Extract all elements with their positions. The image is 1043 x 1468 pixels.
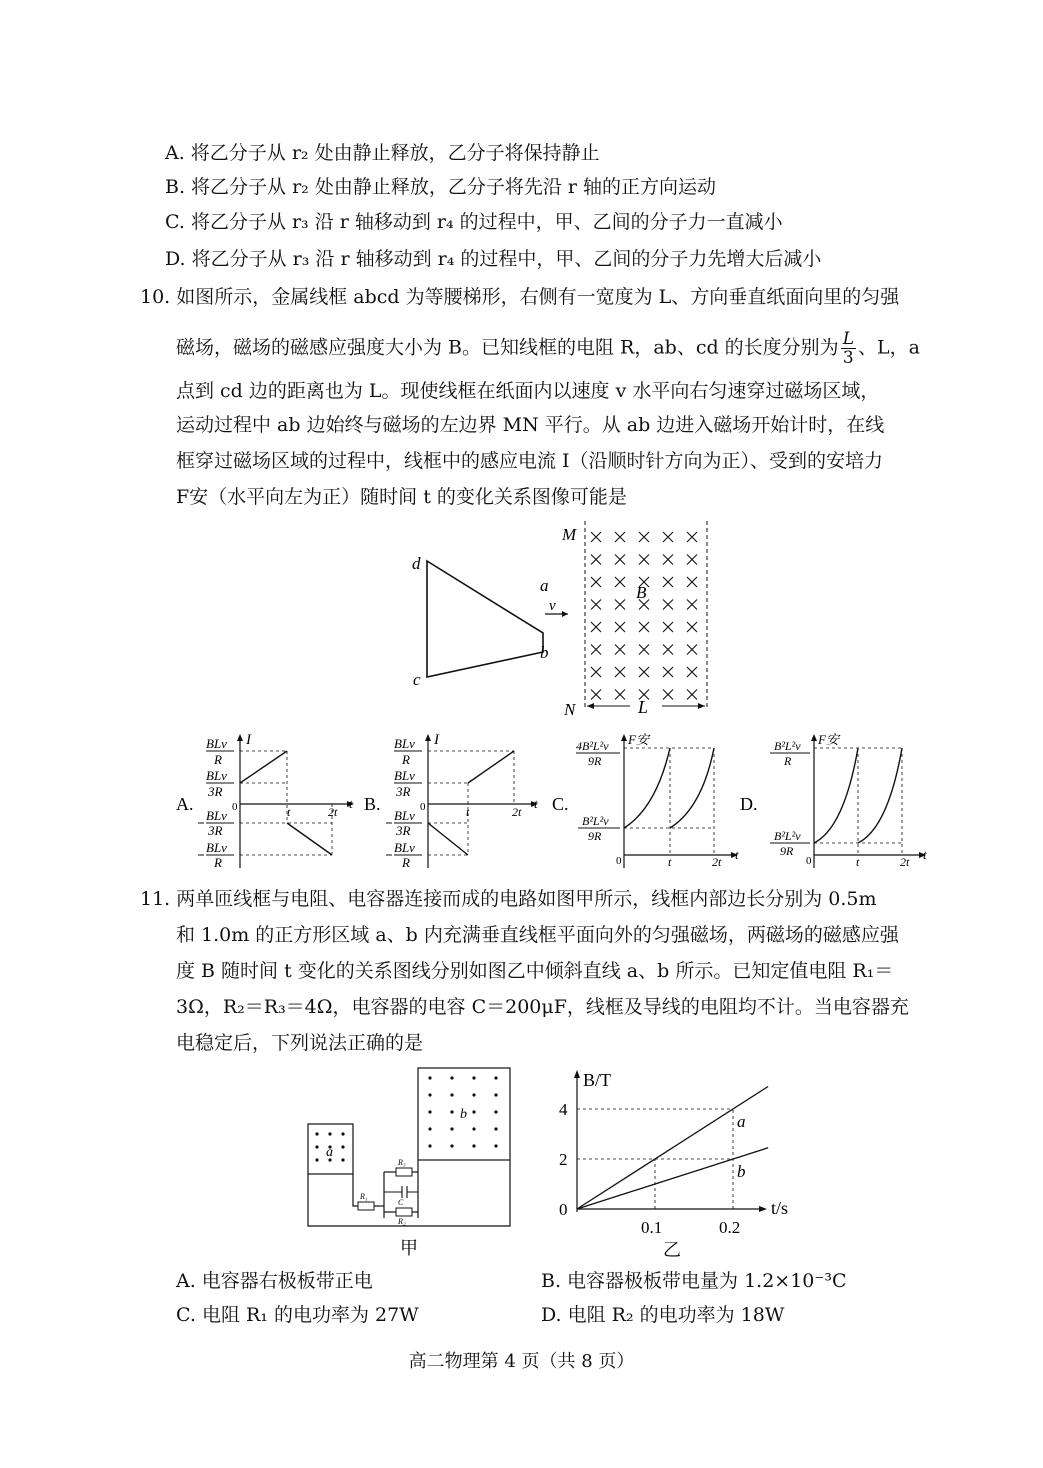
label-c: c: [413, 670, 421, 689]
field-dot: [472, 1093, 475, 1096]
q10-line-2-before: 磁场，磁场的磁感应强度大小为 B。已知线框的电阻 R，ab、cd 的长度分别为: [176, 336, 839, 359]
caption-yi: 乙: [663, 1240, 681, 1260]
x-axis-arrow: [759, 1206, 767, 1212]
y-axis-arrow: [621, 734, 627, 741]
graph-line-fall: [428, 823, 468, 855]
field-cross: [615, 622, 625, 632]
origin-label: 0: [616, 855, 622, 867]
svg-text:R: R: [214, 752, 222, 767]
graph-option-a: [172, 728, 362, 878]
field-cross: [591, 600, 601, 610]
field-cross: [687, 532, 697, 542]
label-c: C: [398, 1198, 404, 1207]
q9-option-d: D. 将乙分子从 r₃ 沿 r 轴移动到 r₄ 的过程中，甲、乙间的分子力先增大后减小: [165, 248, 822, 270]
field-dot: [450, 1110, 453, 1113]
q9-option-a: A. 将乙分子从 r₂ 处由静止释放，乙分子将保持静止: [165, 142, 600, 164]
field-dot: [494, 1110, 497, 1113]
field-dot: [494, 1144, 497, 1147]
svg-text:3R: 3R: [396, 784, 411, 799]
label-region-a: a: [326, 1145, 333, 1160]
f-ticks: [770, 739, 810, 858]
label-width-l: L: [638, 697, 649, 717]
field-cross: [687, 555, 697, 565]
svg-text:9R: 9R: [588, 754, 602, 768]
q11-circuit: [300, 1062, 525, 1262]
svg-text:R: R: [402, 855, 410, 870]
field-cross: [591, 555, 601, 565]
origin-label: 0: [232, 801, 238, 813]
graph-option-d: [740, 728, 940, 878]
axis-title-x: t/s: [771, 1198, 789, 1218]
q10-line-2-after: 、L，a: [857, 336, 920, 359]
label-r1: R₁: [360, 1192, 368, 1201]
graph-line-rise: [468, 751, 514, 783]
series-line-a: [577, 1087, 768, 1210]
graph-line-fall: [287, 823, 332, 855]
svg-text:3R: 3R: [396, 823, 411, 838]
i-ticks: [198, 736, 234, 870]
field-cross: [663, 667, 673, 677]
field-cross: [591, 622, 601, 632]
graph-curve-2: [858, 748, 902, 843]
field-cross: [663, 555, 673, 565]
field-dot: [428, 1076, 431, 1079]
axis-label-t: t: [349, 796, 353, 811]
label-m: M: [562, 525, 577, 544]
tick-label-t: t: [668, 855, 672, 869]
svg-text:BLv: BLv: [394, 840, 415, 855]
velocity-arrowhead: [562, 611, 568, 617]
graph-line-rise: [240, 751, 287, 783]
label-region-b: b: [460, 1107, 467, 1122]
trapezoid-frame: [427, 561, 543, 677]
q11-option-a: A. 电容器右极板带正电: [176, 1270, 373, 1292]
field-cross: [591, 667, 601, 677]
tick-label-2t: 2t: [512, 805, 522, 819]
field-dot: [450, 1144, 453, 1147]
field-cross: [663, 645, 673, 655]
field-cross: [639, 667, 649, 677]
origin-label: 0: [420, 801, 426, 813]
q10-figure: [400, 515, 730, 720]
f-ticks: [576, 739, 620, 843]
field-cross: [639, 555, 649, 565]
field-cross: [687, 667, 697, 677]
field-dot: [494, 1127, 497, 1130]
field-dot: [472, 1127, 475, 1130]
caption-jia: 甲: [400, 1238, 418, 1258]
svg-text:BLv: BLv: [394, 808, 415, 823]
field-cross: [591, 532, 601, 542]
option-label-c: C.: [552, 794, 569, 814]
i-ticks: [386, 736, 422, 870]
page-footer: 高二物理第 4 页（共 8 页）: [408, 1351, 635, 1372]
tick-label-2t: 2t: [900, 855, 910, 869]
field-cross: [687, 577, 697, 587]
label-a: a: [540, 576, 549, 595]
label-field-b: B: [636, 583, 647, 602]
field-dot: [472, 1110, 475, 1113]
fraction-l-over-3: $\frac{L}{3}$: [842, 329, 854, 368]
svg-text:BLv: BLv: [394, 768, 415, 783]
tick-blv3: BLv: [206, 768, 227, 783]
field-dot: [472, 1144, 475, 1147]
field-cross: [639, 645, 649, 655]
tick-label-2t: 2t: [328, 805, 338, 819]
q11-line-4: 3Ω，R₂＝R₃＝4Ω，电容器的电容 C＝200μF，线框及导线的电阻均不计。当电容器充: [176, 996, 909, 1018]
width-arrowhead-left: [587, 703, 594, 709]
svg-text:9R: 9R: [588, 829, 602, 843]
svg-text:B²L²v: B²L²v: [774, 829, 801, 843]
field-dot: [428, 1110, 431, 1113]
q11-bt-graph: [545, 1066, 815, 1266]
field-cross: [615, 532, 625, 542]
tick-label-x: 0.1: [641, 1218, 663, 1237]
field-dot: [341, 1158, 344, 1161]
q10-line-5: 框穿过磁场区域的过程中，线框中的感应电流 I（沿顺时针方向为正）、受到的安培力: [176, 450, 884, 472]
q10-line-4: 运动过程中 ab 边始终与磁场的左边界 MN 平行。从 ab 边进入磁场开始计时，在线: [176, 414, 885, 436]
tick-label-2t: 2t: [712, 855, 722, 869]
graph-option-b: [364, 728, 554, 878]
q10-line-2: [176, 330, 920, 367]
axis-label-f: F安: [628, 732, 649, 747]
tick-blv: BLv: [206, 736, 227, 751]
width-arrowhead-right: [698, 703, 705, 709]
field-cross: [687, 600, 697, 610]
axis-label-i: I: [246, 732, 251, 748]
q11-line-2: 和 1.0m 的正方形区域 a、b 内充满垂直线框平面向外的匀强磁场，两磁场的磁感应强: [176, 924, 899, 946]
origin-label: 0: [806, 855, 812, 867]
axis-label-t: t: [923, 847, 927, 862]
svg-text:R: R: [402, 752, 410, 767]
field-cross: [663, 690, 673, 700]
resistor-r1: [358, 1202, 374, 1210]
field-cross: [687, 645, 697, 655]
field-dot: [328, 1132, 331, 1135]
q9-option-b: B. 将乙分子从 r₂ 处由静止释放，乙分子将先沿 r 轴的正方向运动: [165, 176, 716, 198]
field-dot: [428, 1127, 431, 1130]
y-axis-arrow: [237, 734, 243, 741]
axis-title-y: B/T: [583, 1070, 612, 1090]
field-dot: [450, 1076, 453, 1079]
field-dot: [428, 1093, 431, 1096]
tick-label-y: 4: [559, 1100, 568, 1119]
q11-line-5: 电稳定后，下列说法正确的是: [176, 1032, 424, 1054]
tick-label-y: 2: [559, 1150, 568, 1169]
resistor-r2: [396, 1208, 412, 1216]
y-axis-arrow: [811, 734, 817, 741]
axis-label-i: I: [434, 732, 439, 748]
tick-label-t: t: [466, 805, 470, 819]
field-dot: [315, 1158, 318, 1161]
field-dot: [450, 1093, 453, 1096]
q11-option-c: C. 电阻 R₁ 的电功率为 27W: [176, 1304, 419, 1326]
graph-curve-1: [814, 748, 858, 843]
field-cross: [663, 622, 673, 632]
field-cross: [687, 690, 697, 700]
y-axis-arrow: [574, 1070, 580, 1078]
option-label-a: A.: [176, 794, 194, 814]
option-label-d: D.: [740, 794, 758, 814]
field-cross: [639, 622, 649, 632]
field-cross: [615, 555, 625, 565]
label-r3: R₃: [398, 1158, 406, 1167]
field-cross: [663, 532, 673, 542]
svg-text:R: R: [214, 855, 222, 870]
svg-text:BLv: BLv: [394, 736, 415, 751]
q11-option-d: D. 电阻 R₂ 的电功率为 18W: [541, 1304, 785, 1326]
svg-text:3R: 3R: [208, 784, 223, 799]
svg-text:4B²L²v: 4B²L²v: [576, 739, 609, 753]
field-dot: [341, 1132, 344, 1135]
label-n: N: [564, 700, 576, 719]
q11-line-3: 度 B 随时间 t 变化的关系图线分别如图乙中倾斜直线 a、b 所示。已知定值电阻 R₁＝: [176, 960, 894, 982]
capacitor-c: [384, 1186, 418, 1198]
field-cross: [663, 577, 673, 587]
field-cross: [591, 645, 601, 655]
q9-option-c: C. 将乙分子从 r₃ 沿 r 轴移动到 r₄ 的过程中，甲、乙间的分子力一直减小: [165, 211, 783, 233]
field-dot: [472, 1076, 475, 1079]
field-cross: [639, 532, 649, 542]
field-dot: [315, 1132, 318, 1135]
field-cross: [663, 600, 673, 610]
field-dot: [428, 1144, 431, 1147]
tick-neg-blv: BLv: [206, 840, 227, 855]
svg-text:9R: 9R: [780, 844, 794, 858]
axis-label-f: F安: [818, 732, 839, 747]
tick-label-x: 0.2: [719, 1218, 741, 1237]
axis-label-t: t: [735, 847, 739, 862]
field-cross: [615, 667, 625, 677]
field-cross: [687, 622, 697, 632]
tick-label-t: t: [856, 855, 860, 869]
series-label-b: b: [737, 1162, 746, 1181]
graph-curve-1: [624, 748, 670, 828]
option-label-b: B.: [364, 794, 381, 814]
q10-line-1: 10. 如图所示，金属线框 abcd 为等腰梯形，右侧有一宽度为 L、方向垂直纸面向里的匀强: [140, 286, 900, 308]
field-cross: [591, 690, 601, 700]
graph-option-c: [552, 728, 752, 878]
q11-option-b: B. 电容器极板带电量为 1.2×10⁻³C: [541, 1270, 847, 1292]
q11-line-1: 11. 两单匝线框与电阻、电容器连接而成的电路如图甲所示，线框内部边长分别为 0.5m: [140, 888, 877, 910]
graph-curve-2: [670, 748, 714, 828]
bt-chart-marks: [559, 1087, 768, 1238]
label-v: v: [549, 598, 556, 614]
svg-text:B²L²v: B²L²v: [774, 739, 801, 753]
resistor-r3: [396, 1168, 412, 1176]
field-dot: [450, 1127, 453, 1130]
svg-text:3R: 3R: [208, 823, 223, 838]
q10-line-6: F安（水平向左为正）随时间 t 的变化关系图像可能是: [176, 486, 627, 508]
field-dot: [494, 1076, 497, 1079]
q10-line-3: 点到 cd 边的距离也为 L。现使线框在纸面内以速度 v 水平向右匀速穿过磁场区域，: [176, 380, 880, 402]
svg-text:B²L²v: B²L²v: [582, 814, 609, 828]
label-b: b: [540, 643, 549, 662]
field-dot: [341, 1145, 344, 1148]
magnetic-field-crosses: [591, 532, 697, 700]
field-dot: [315, 1145, 318, 1148]
label-d: d: [412, 554, 421, 573]
series-label-a: a: [737, 1112, 746, 1131]
field-dot: [494, 1093, 497, 1096]
tick-neg-blv3: BLv: [206, 808, 227, 823]
svg-text:R: R: [784, 754, 792, 768]
field-cross: [615, 600, 625, 610]
tick-label-y-zero: 0: [559, 1200, 568, 1219]
field-cross: [591, 577, 601, 587]
label-r2: R₂: [398, 1217, 406, 1226]
field-cross: [615, 645, 625, 655]
y-axis-arrow: [425, 734, 431, 741]
circuit-wire-left: [353, 1174, 358, 1206]
tick-label-t: t: [287, 805, 291, 819]
axis-label-t: t: [534, 796, 538, 811]
field-cross: [615, 690, 625, 700]
field-cross: [615, 577, 625, 587]
